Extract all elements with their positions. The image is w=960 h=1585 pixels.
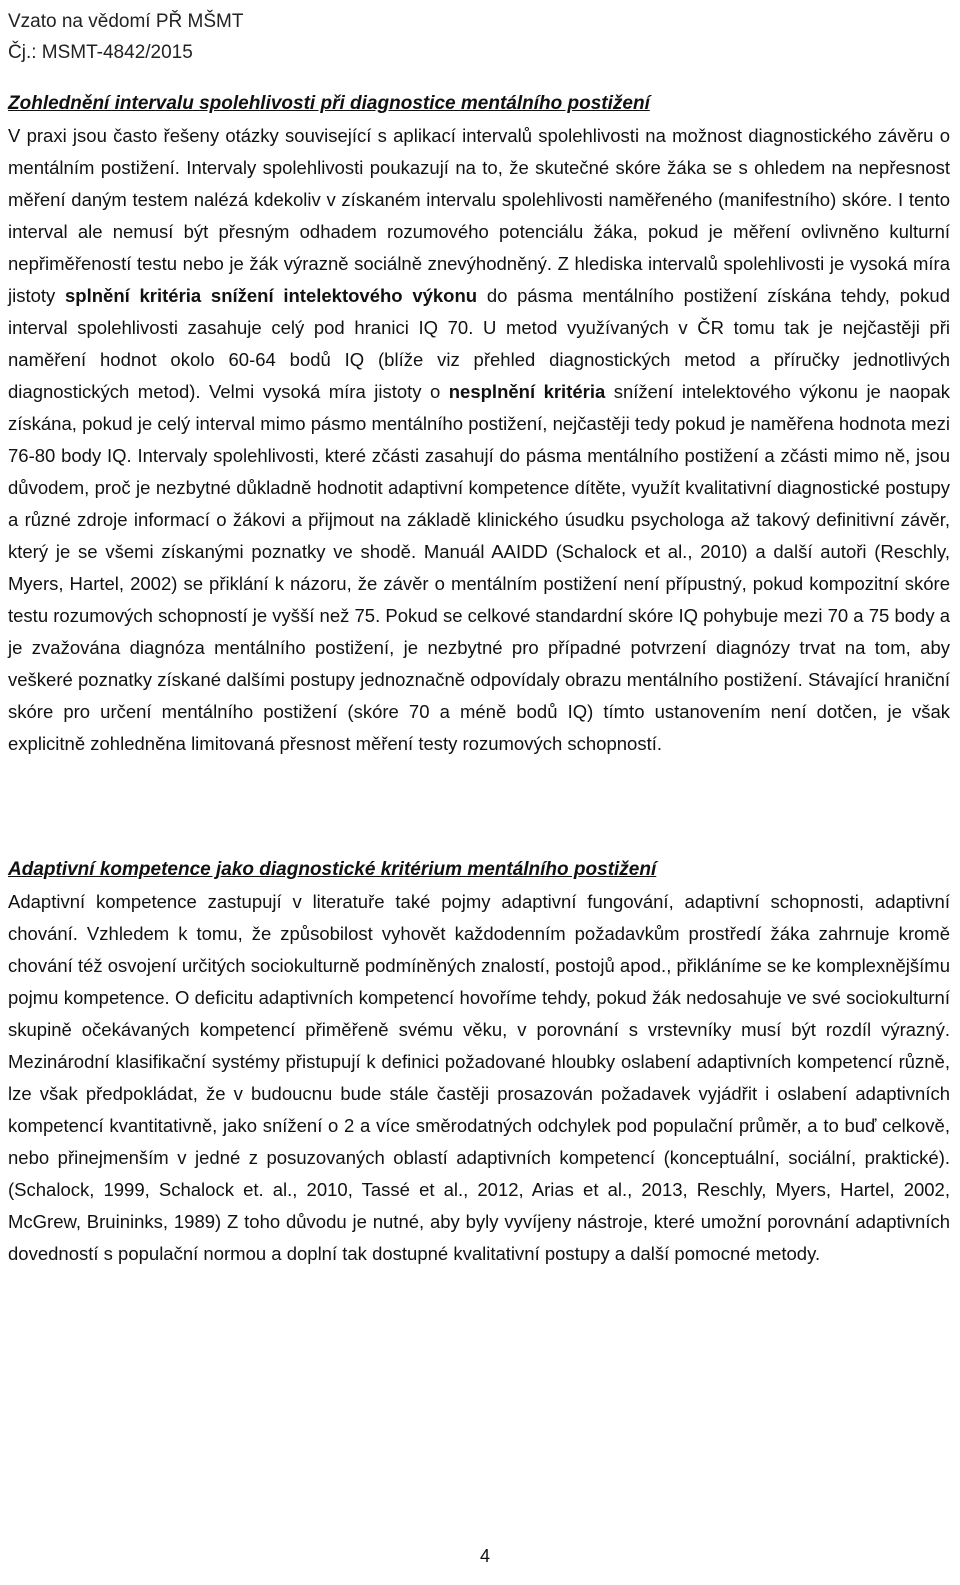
header-approval-note: Vzato na vědomí PŘ MŠMT — [8, 11, 244, 32]
document-header — [8, 6, 243, 68]
paragraph-text: snížení intelektového výkonu je naopak získána, pokud je celý interval mimo pásmo mentálního postižení, nejčastěji tedy pokud je naměřena hodnota mezi 76-80 body IQ. Intervaly spolehlivosti, které zčásti zasahují do pásma mentálního postižení a zčásti mimo ně, jsou důvodem, proč je nezbytné důkladně hodnotit adaptivní kompetence dítěte, využít kvalitativní diagnostické postupy a různé zdroje informací o žákovi a přijmout na základě klinického úsudku psychologa až takový definitivní závěr, který je se všemi získanými poznatky ve shodě. Manuál AAIDD (Schalock et al., 2010) a další autoři (Reschly, Myers, Hartel, 2002) se přiklání k názoru, že závěr o mentálním postižení není přípustný, pokud kompozitní skóre testu rozumových schopností je vyšší než 75. Pokud se celkové standardní skóre IQ pohybuje mezi 70 a 75 body a je zvažována diagnóza mentálního postižení, je nezbytné pro případné potvrzení diagnózy trvat na tom, aby veškeré poznatky získané dalšími postupy jednoznačně odpovídaly obrazu mentálního postižení. Stávající hraniční skóre pro určení mentálního postižení (skóre 70 a méně bodů IQ) tímto ustanovením není dotčen, je však explicitně zohledněna limitovaná přesnost měření testy rozumových schopností. — [8, 381, 951, 754]
section-heading: Zohlednění intervalu spolehlivosti při diagnostice mentálního postižení — [8, 93, 650, 114]
paragraph-text: V praxi jsou často řešeny otázky související s aplikací intervalů spolehlivosti na možnost diagnostického závěru o mentálním postižení. Intervaly spolehlivosti poukazují na to, že skutečné skóre žáka se s ohledem na nepřesnost měření daným testem nalézá kdekoliv v získaném intervalu spolehlivosti naměřeného (manifestního) skóre. I tento interval ale nemusí být přesným odhadem rozumového potenciálu žáka, pokud je měření ovlivněno kulturní nepřiměřeností testu nebo je žák výrazně sociálně znevýhodněný. Z hlediska intervalů spolehlivosti je vysoká míra jistoty — [8, 125, 950, 306]
page-number: 4 — [479, 1546, 490, 1566]
emphasis-text: nesplnění kritéria — [448, 381, 606, 402]
section-paragraph: Adaptivní kompetence zastupují v literatuře také pojmy adaptivní fungování, adaptivní schopnosti, adaptivní chování. Vzhledem k tomu, že způsobilost vyhovět každodenním požadavkům prostředí žáka zahrnuje kromě chování též osvojení určitých sociokulturně podmíněných znalostí, postojů apod., přikláníme se ke komplexnějšímu pojmu kompetence. O deficitu adaptivních kompetencí hovoříme tehdy, pokud žák nedosahuje ve své sociokulturní skupině očekávaných kompetencí přiměřeně svému věku, v porovnání s vrstevníky musí být rozdíl výrazný. Mezinárodní klasifikační systémy přistupují k definici požadované hloubky oslabení adaptivních kompetencí různě, lze však předpokládat, že v budoucnu bude stále častěji prosazován požadavek vyjádřit i oslabení adaptivních kompetencí kvantitativně, jako snížení o 2 a více směrodatných odchylek pod populační průměr, a to buď celkově, nebo přinejmenším v jedné z posuzovaných oblastí adaptivních kompetencí (konceptuální, sociální, praktické). (Schalock, 1999, Schalock et. al., 2010, Tassé et al., 2012, Arias et al., 2013, Reschly, Myers, Hartel, 2002, McGrew, Bruininks, 1989) Z toho důvodu je nutné, aby byly vyvíjeny nástroje, které umožní porovnání adaptivních dovedností s populační normou a doplní tak dostupné kvalitativní postupy a další pomocné metody. — [8, 891, 950, 1264]
section-heading: Adaptivní kompetence jako diagnostické kritérium mentálního postižení — [8, 859, 657, 880]
section-adaptive-competence — [8, 854, 950, 1270]
section-confidence-interval — [8, 88, 950, 760]
emphasis-text: splnění kritéria snížení intelektového výkonu — [65, 285, 478, 306]
section-paragraph — [8, 120, 950, 760]
header-reference-number: Čj.: MSMT-4842/2015 — [8, 42, 193, 63]
paragraph-text: do pásma mentálního postižení získána tehdy, pokud interval spolehlivosti zasahuje celý pod hranici IQ 70. U metod využívaných v ČR tomu tak je nejčastěji při naměření hodnot okolo 60-64 bodů IQ (blíže viz přehled diagnostických metod a příručky jednotlivých diagnostických metod). Velmi vysoká míra jistoty o — [8, 285, 950, 402]
